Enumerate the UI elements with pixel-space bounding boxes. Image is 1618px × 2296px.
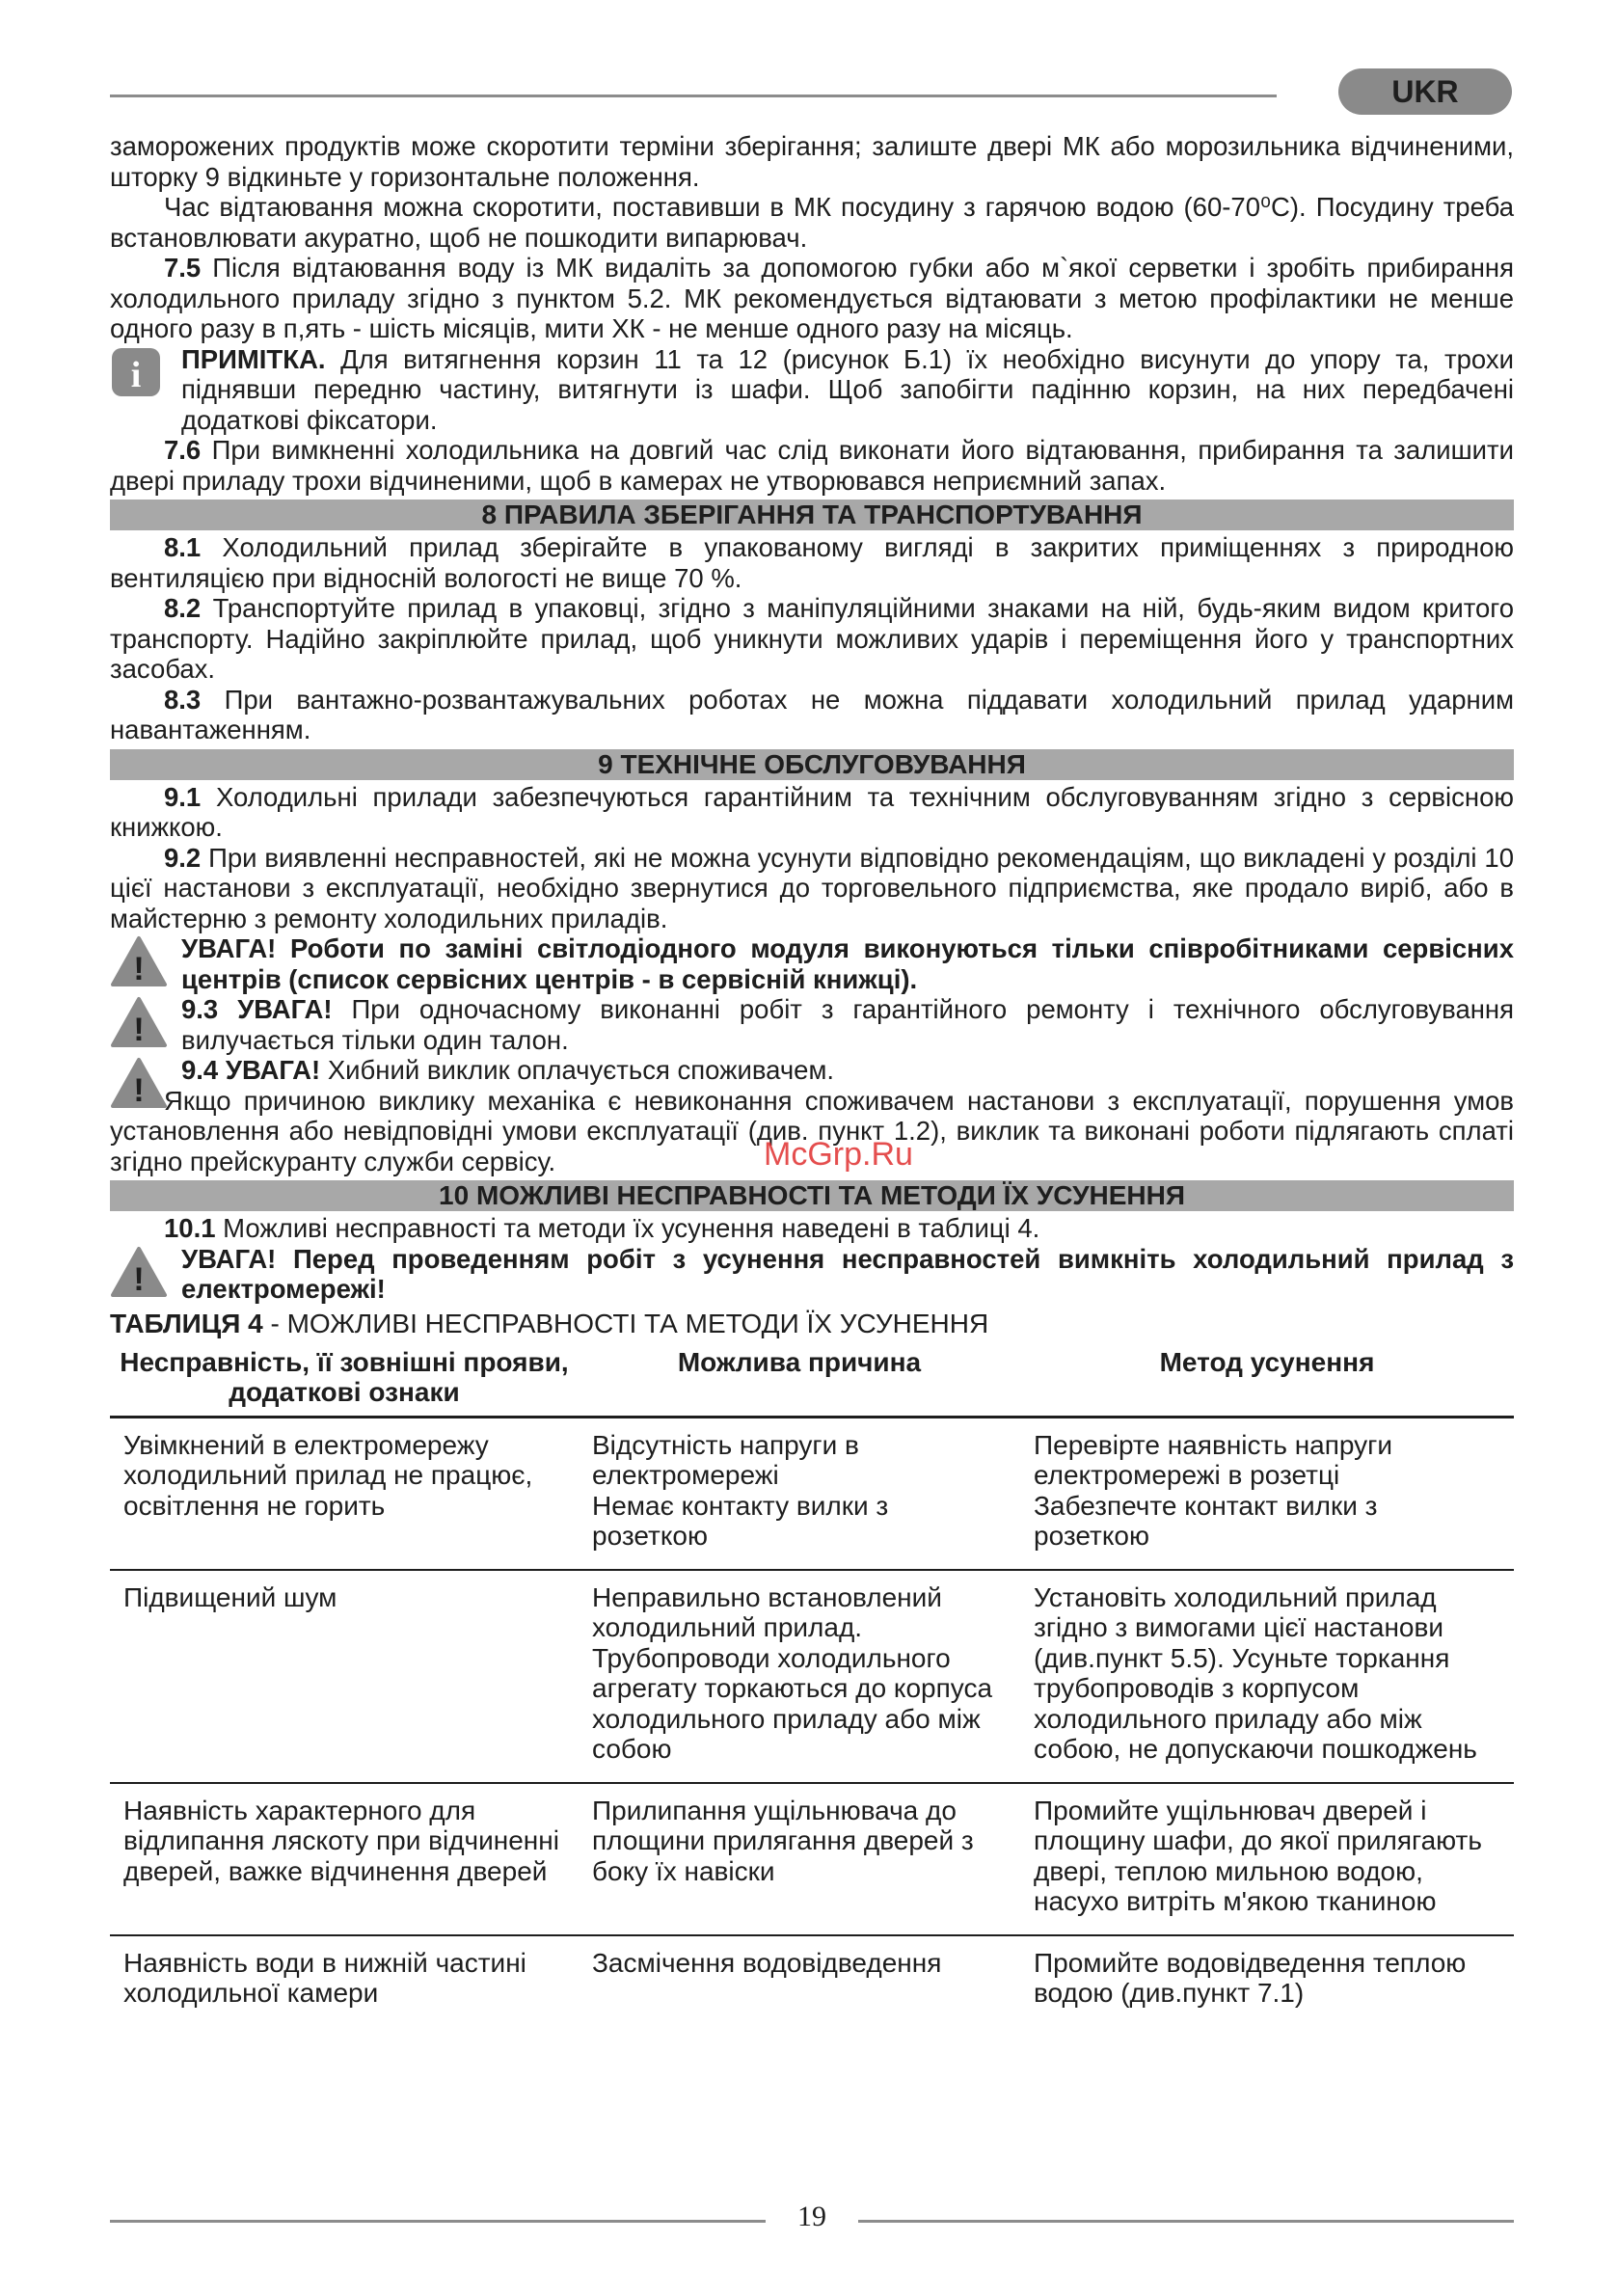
intro-paragraph-2: Час відтаювання можна скоротити, поставивши в МК посудину з гарячою водою (60-70⁰С). Посудину треба встановлювати акуратно, щоб не пошкодити випарювач. bbox=[110, 192, 1514, 253]
page-content bbox=[110, 131, 1514, 2026]
table-header-row bbox=[110, 1347, 1514, 1418]
warning-text: Хибний виклик оплачується споживачем. bbox=[320, 1055, 835, 1085]
clause-text: При вимкненні холодильника на довгий час слід виконати його відтаювання, прибирання та залишити двері приладу трохи відчиненими, щоб в камерах не утворювався неприємний запах. bbox=[110, 435, 1514, 496]
table-row bbox=[110, 1417, 1514, 1570]
header-rule bbox=[110, 95, 1277, 97]
table-title bbox=[110, 1309, 1514, 1339]
table-cell: Відсутність напруги в електромережі Немає контакту вилки з розеткою bbox=[579, 1417, 1020, 1570]
table-label: ТАБЛИЦЯ 4 bbox=[110, 1308, 263, 1338]
table-cell: Неправильно встановлений холодильний прилад. Трубопроводи холодильного агрегату торкаються до корпуса холодильного приладу або між собою bbox=[579, 1570, 1020, 1783]
table-row bbox=[110, 1935, 1514, 2026]
warning-icon bbox=[110, 1057, 168, 1116]
table-cell: Промийте ущільнювач дверей і площину шафи, до якої прилягають двері, теплою мильною водою, насухо витріть м'якою тканиною bbox=[1020, 1783, 1514, 1935]
note-text: Для витягнення корзин 11 та 12 (рисунок Б.1) їх необхідно висунути до упору та, трохи піднявши передню частину, витягнути із шафи. Щоб запобігти падінню корзин, на них передбачені додаткові фіксатори. bbox=[181, 343, 1514, 435]
section-10-header: 10 МОЖЛИВІ НЕСПРАВНОСТІ ТА МЕТОДИ ЇХ УСУНЕННЯ bbox=[110, 1180, 1514, 1211]
warning-label: 9.4 УВАГА! bbox=[181, 1055, 321, 1085]
table-cell: Засмічення водовідведення bbox=[592, 1947, 942, 1978]
page-number: 19 bbox=[797, 2201, 826, 2232]
footer-rule-right bbox=[858, 2220, 1514, 2223]
clause-text: Транспортуйте прилад в упаковці, згідно з маніпуляційними знаками на ній, будь-яким видом критого транспорту. Надійно закріплюйте прилад, щоб уникнути можливих ударів і переміщення його у транспортних засобах. bbox=[110, 593, 1514, 684]
table-cell: Наявність характерного для відлипання ляскоту при відчиненні дверей, важке відчинення дверей bbox=[110, 1783, 579, 1935]
table-cell: Перевірте наявність напруги електромережі в розетці Забезпечте контакт вилки з розеткою bbox=[1020, 1417, 1514, 1570]
table-cell: Увімкнений в електромережу холодильний прилад не працює, освітлення не горить bbox=[110, 1417, 579, 1570]
note-label: ПРИМІТКА. bbox=[181, 343, 326, 374]
svg-text:i: i bbox=[130, 354, 142, 395]
column-header-remedy: Метод усунення bbox=[1020, 1347, 1514, 1418]
clause-8-3 bbox=[110, 685, 1514, 745]
warning-led-module bbox=[110, 933, 1514, 994]
clause-text: Холодильні прилади забезпечуються гарантійним та технічним обслуговуванням згідно з сервісною книжкою. bbox=[110, 781, 1514, 842]
warning-icon bbox=[110, 935, 168, 994]
svg-text:!: ! bbox=[133, 1012, 145, 1048]
section-9-header: 9 ТЕХНІЧНЕ ОБСЛУГОВУВАННЯ bbox=[110, 749, 1514, 780]
clause-number: 8.1 bbox=[164, 532, 202, 562]
clause-text: При виявленні несправностей, які не можна усунути відповідно рекомендаціям, що викладені у розділі 10 цієї настанови з експлуатації, необхідно звернутися до торговельного підприємства, яке продало виріб, або в майстерню з ремонту холодильних приладів. bbox=[110, 842, 1514, 933]
clause-9-2 bbox=[110, 843, 1514, 934]
warning-text: УВАГА! Перед проведенням робіт з усунення несправностей вимкніть холодильний прилад з електромережі! bbox=[181, 1243, 1514, 1304]
clause-7-6 bbox=[110, 435, 1514, 496]
clause-8-1 bbox=[110, 532, 1514, 593]
clause-8-2 bbox=[110, 593, 1514, 685]
warning-disconnect bbox=[110, 1244, 1514, 1305]
table-cell: Прилипання ущільнювача до площини прилягання дверей з боку їх навіски bbox=[579, 1783, 1020, 1935]
clause-7-5 bbox=[110, 253, 1514, 344]
warning-label: 9.3 УВАГА! bbox=[181, 994, 333, 1024]
clause-number: 7.6 bbox=[164, 435, 202, 465]
section-8-header: 8 ПРАВИЛА ЗБЕРІГАННЯ ТА ТРАНСПОРТУВАННЯ bbox=[110, 500, 1514, 530]
intro-paragraph-1: заморожених продуктів може скоротити терміни зберігання; залиште двері МК або морозильника відчиненими, шторку 9 відкиньте у горизонтальне положення. bbox=[110, 131, 1514, 192]
clause-number: 7.5 bbox=[164, 253, 202, 283]
table-caption: - МОЖЛИВІ НЕСПРАВНОСТІ ТА МЕТОДИ ЇХ УСУНЕННЯ bbox=[262, 1308, 989, 1338]
clause-number: 10.1 bbox=[164, 1213, 216, 1243]
clause-text: При вантажно-розвантажувальних роботах не можна піддавати холодильний прилад ударним навантаженням. bbox=[110, 684, 1514, 744]
language-badge: UKR bbox=[1338, 68, 1512, 115]
table-row bbox=[110, 1570, 1514, 1783]
warning-text: При одночасному виконанні робіт з гарантійного ремонту і технічного обслуговування вилучається тільки один талон. bbox=[181, 994, 1515, 1055]
footer-rule-left bbox=[110, 2220, 766, 2223]
column-header-cause: Можлива причина bbox=[579, 1347, 1020, 1418]
table-cell: Наявність води в нижній частині холодильної камери bbox=[123, 1947, 526, 2008]
warning-text: УВАГА! Роботи по заміні світлодіодного модуля виконуються тільки співробітниками сервісних центрів (список сервісних центрів - в сервісній книжці). bbox=[181, 933, 1514, 994]
clause-number: 8.3 bbox=[164, 684, 202, 715]
table-cell: Підвищений шум bbox=[110, 1570, 579, 1783]
clause-10-1 bbox=[110, 1213, 1514, 1244]
faults-table bbox=[110, 1347, 1514, 2026]
table-cell: Промийте водовідведення теплою водою (див.пункт 7.1) bbox=[1034, 1947, 1467, 2008]
false-call-paragraph: Якщо причиною виклику механіка є невиконання споживачем настанови з експлуатації, порушення умов установлення або невідповідні умови експлуатації (див. пункт 1.2), виклик та виконані роботи підлягають сплаті згідно прейскуранту служби сервісу. bbox=[110, 1085, 1514, 1176]
warning-icon bbox=[110, 1246, 168, 1305]
warning-9-3 bbox=[110, 994, 1514, 1055]
warning-icon bbox=[110, 996, 168, 1055]
clause-number: 9.2 bbox=[164, 842, 202, 873]
clause-9-1 bbox=[110, 782, 1514, 843]
watermark: McGrp.Ru bbox=[764, 1136, 913, 1173]
svg-text:!: ! bbox=[133, 1260, 145, 1298]
svg-text:!: ! bbox=[133, 951, 145, 987]
clause-number: 8.2 bbox=[164, 593, 202, 623]
clause-text: Можливі несправності та методи їх усунення наведені в таблиці 4. bbox=[215, 1213, 1040, 1243]
column-header-fault: Несправність, її зовнішні прояви, додаткові ознаки bbox=[110, 1347, 579, 1418]
clause-number: 9.1 bbox=[164, 781, 202, 812]
table-cell: Установіть холодильний прилад згідно з вимогами цієї настанови (див.пункт 5.5). Усуньте торкання трубопроводів з корпусом холодильного приладу або між собою, не допускаючи пошкоджень bbox=[1020, 1570, 1514, 1783]
info-note bbox=[110, 344, 1514, 436]
table-row bbox=[110, 1783, 1514, 1935]
clause-text: Холодильний прилад зберігайте в упакованому вигляді в закритих приміщеннях з природною вентиляцією при відносній вологості не вище 70 %. bbox=[110, 532, 1514, 593]
clause-text: Після відтаювання воду із МК видаліть за допомогою губки або м`якої серветки і зробіть прибирання холодильного приладу згідно з пунктом 5.2. МК рекомендується відтаювати з метою профілактики не менше одного разу в п,ять - шість місяців, мити ХК - не менше одного разу на місяць. bbox=[110, 253, 1514, 343]
info-icon bbox=[110, 346, 162, 405]
svg-text:!: ! bbox=[133, 1072, 145, 1109]
